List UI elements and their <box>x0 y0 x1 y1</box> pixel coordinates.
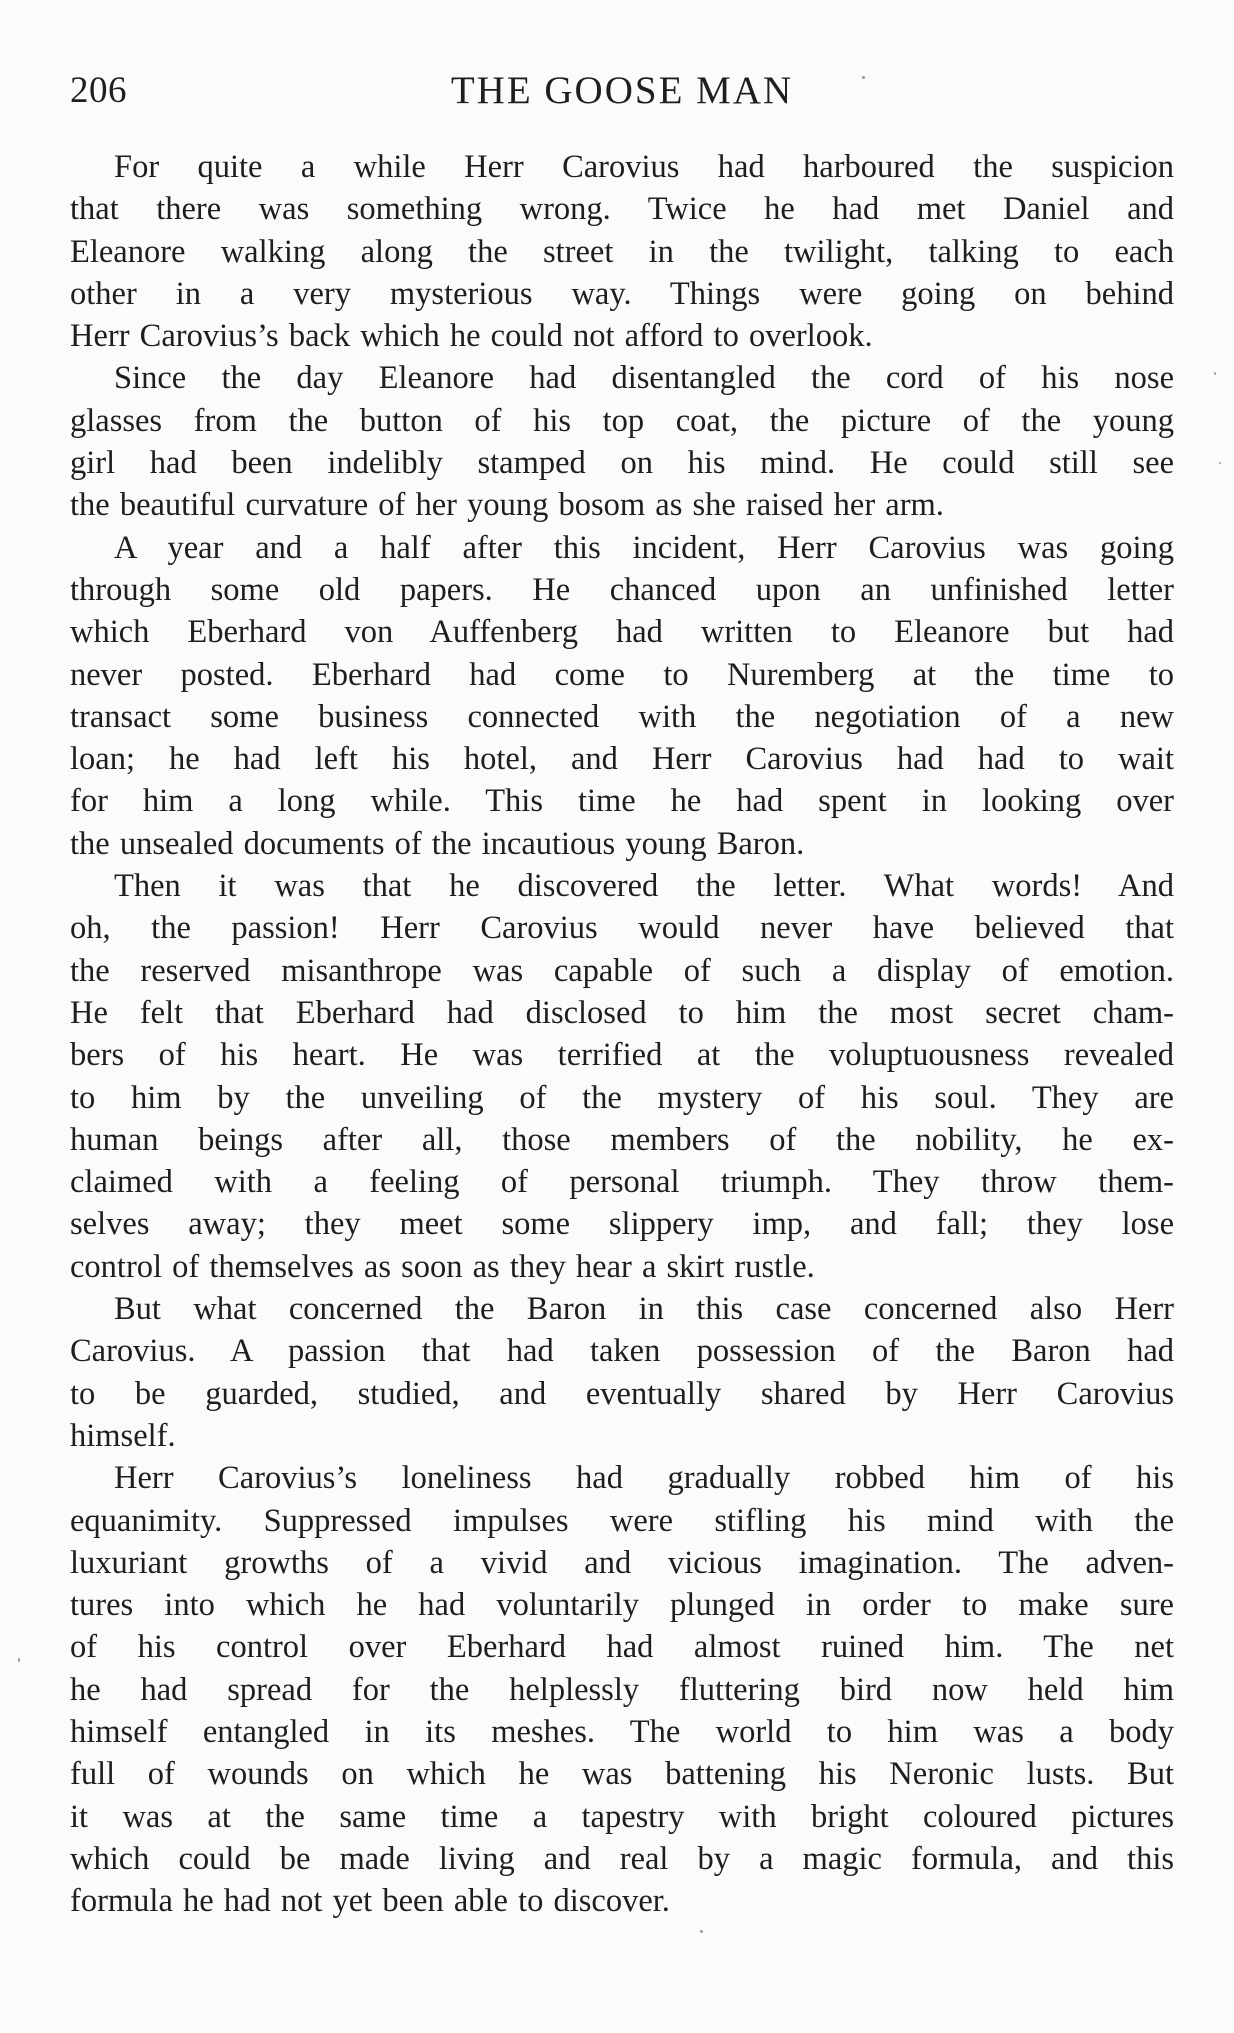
text-line: he had spread for the helplessly fluttering bird now held him <box>70 1671 1174 1708</box>
text-line: girl had been indelibly stamped on his mind. He could still see <box>70 445 1174 482</box>
text-line: it was at the same time a tapestry with bright coloured pictures <box>70 1798 1174 1835</box>
text-line: Herr Carovius’s loneliness had gradually robbed him of his <box>114 1460 1174 1497</box>
text-line: through some old papers. He chanced upon an unfinished letter <box>70 571 1174 608</box>
text-line: that there was something wrong. Twice he had met Daniel and <box>70 191 1174 228</box>
text-line: glasses from the button of his top coat, the picture of the young <box>70 402 1174 439</box>
paragraph <box>70 357 1174 526</box>
scan-speck <box>700 1930 703 1933</box>
running-head-title: THE GOOSE MAN <box>450 69 794 112</box>
text-line: luxuriant growths of a vivid and vicious imagination. The adven- <box>70 1544 1174 1581</box>
text-line: the reserved misanthrope was capable of such a display of emotion. <box>70 952 1174 989</box>
text-line: to be guarded, studied, and eventually shared by Herr Carovius <box>70 1375 1174 1412</box>
text-line: other in a very mysterious way. Things were going on behind <box>70 275 1174 312</box>
text-line: He felt that Eberhard had disclosed to him the most secret cham- <box>70 994 1174 1031</box>
text-line: claimed with a feeling of personal triumph. They throw them- <box>70 1164 1174 1201</box>
text-line: But what concerned the Baron in this case concerned also Herr <box>114 1291 1174 1328</box>
text-line: himself entangled in its meshes. The world to him was a body <box>70 1713 1174 1750</box>
text-line: selves away; they meet some slippery imp, and fall; they lose <box>70 1206 1174 1243</box>
page-number: 206 <box>70 70 127 111</box>
text-line: For quite a while Herr Carovius had harboured the suspicion <box>114 149 1174 185</box>
paragraph <box>70 1457 1174 1922</box>
text-line: full of wounds on which he was battening his Neronic lusts. But <box>70 1756 1174 1793</box>
text-line: oh, the passion! Herr Carovius would never have believed that <box>70 910 1174 947</box>
scan-speck <box>1219 462 1221 464</box>
text-line: control of themselves as soon as they hear a skirt rustle. <box>70 1248 815 1285</box>
text-line: transact some business connected with the negotiation of a new <box>70 698 1174 735</box>
text-line: Herr Carovius’s back which he could not afford to overlook. <box>70 318 873 355</box>
paragraph <box>70 146 1174 357</box>
paragraph <box>70 865 1174 1288</box>
scan-speck <box>862 76 865 79</box>
text-line: bers of his heart. He was terrified at the voluptuousness revealed <box>70 1037 1174 1074</box>
text-line: never posted. Eberhard had come to Nuremberg at the time to <box>70 656 1174 693</box>
text-line: Then it was that he discovered the letter. What words! And <box>114 868 1174 905</box>
text-line: which could be made living and real by a magic formula, and this <box>70 1840 1174 1877</box>
text-line: loan; he had left his hotel, and Herr Carovius had had to wait <box>70 741 1174 778</box>
text-line: human beings after all, those members of the nobility, he ex- <box>70 1121 1174 1158</box>
text-line: the beautiful curvature of her young bosom as she raised her arm. <box>70 487 944 524</box>
text-line: the unsealed documents of the incautious young Baron. <box>70 825 805 862</box>
text-line: Eleanore walking along the street in the twilight, talking to each <box>70 233 1174 270</box>
text-line: Carovius. A passion that had taken possession of the Baron had <box>70 1333 1174 1370</box>
text-line: to him by the unveiling of the mystery of his soul. They are <box>70 1079 1174 1116</box>
text-line: himself. <box>70 1417 176 1454</box>
text-line: tures into which he had voluntarily plunged in order to make sure <box>70 1587 1174 1624</box>
text-line: Since the day Eleanore had disentangled the cord of his nose <box>114 360 1174 397</box>
scan-speck <box>18 1658 20 1662</box>
text-line: formula he had not yet been able to discover. <box>70 1883 670 1920</box>
paragraph <box>70 527 1174 865</box>
paragraph <box>70 1288 1174 1457</box>
text-line: for him a long while. This time he had spent in looking over <box>70 783 1174 820</box>
text-line: of his control over Eberhard had almost ruined him. The net <box>70 1629 1174 1666</box>
text-line: A year and a half after this incident, Herr Carovius was going <box>114 529 1174 566</box>
body-text <box>70 146 1174 1922</box>
scan-speck <box>1214 372 1216 375</box>
text-line: which Eberhard von Auffenberg had written to Eleanore but had <box>70 614 1174 651</box>
text-line: equanimity. Suppressed impulses were stifling his mind with the <box>70 1502 1174 1539</box>
page-header <box>70 66 1174 116</box>
